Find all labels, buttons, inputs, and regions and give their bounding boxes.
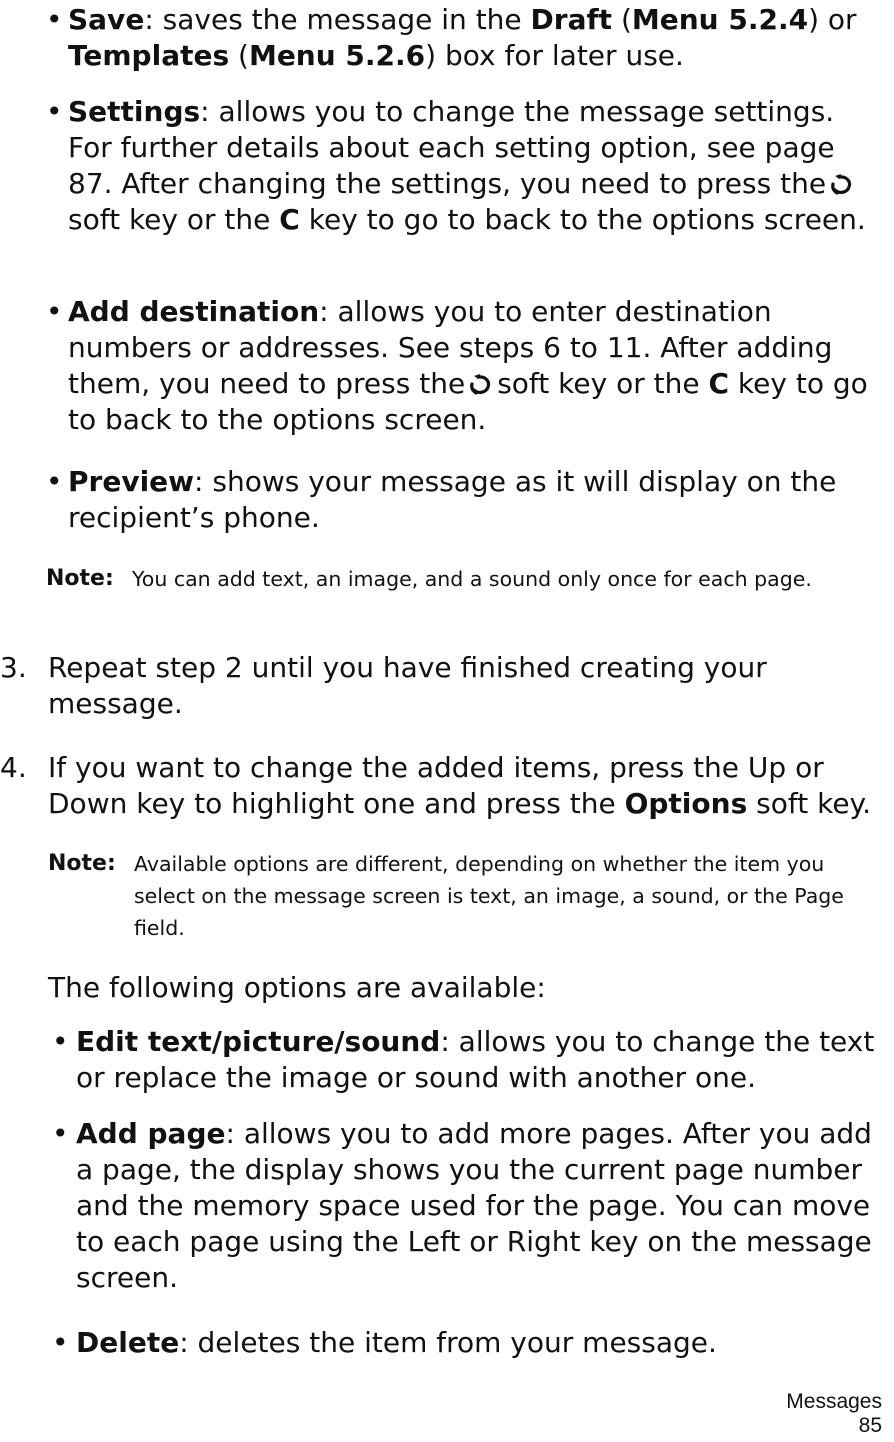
note-text: You can add text, an image, and a sound only once for each page. <box>132 567 812 591</box>
term-add-page: Add page <box>76 1117 226 1150</box>
bullet-text: Preview: shows your message as it will display on the recipient’s phone. <box>68 465 837 534</box>
bullet-edit <box>52 1024 884 1096</box>
term-edit: Edit text/picture/sound <box>76 1025 441 1058</box>
back-arrow-icon <box>828 171 854 197</box>
bullet-dot: • <box>46 95 63 128</box>
term-add-destination: Add destination <box>68 295 320 328</box>
footer-section: Messages <box>786 1390 882 1413</box>
back-arrow-icon <box>467 371 493 397</box>
step-3 <box>0 650 874 722</box>
step-number: 3. <box>0 651 27 684</box>
bullet-dot: • <box>46 3 63 36</box>
bullet-add-page <box>52 1116 884 1296</box>
step-text: If you want to change the added items, press the Up or Down key to highlight one and press the Options soft key. <box>48 751 872 820</box>
bullet-text: Save: saves the message in the Draft (Menu 5.2.4) or Templates (Menu 5.2.6) box for later use. <box>68 3 857 72</box>
bullet-dot: • <box>52 1117 69 1150</box>
bullet-dot: • <box>46 295 63 328</box>
term-save: Save <box>68 3 145 36</box>
step-text: Repeat step 2 until you have finished creating your message. <box>48 651 767 720</box>
note-label: Note: <box>48 851 116 876</box>
bullet-delete <box>52 1325 884 1361</box>
bullet-settings <box>46 94 884 238</box>
bullet-preview <box>46 464 884 536</box>
bullet-text: Add page: allows you to add more pages. After you add a page, the display shows you the current page number and the memory space used for the page. You can move to each page using the Left or Right key on the message screen. <box>76 1117 872 1294</box>
bullet-dot: • <box>52 1025 69 1058</box>
bullet-text: Add destination: allows you to enter destination numbers or addresses. See steps 6 to 11. After adding them, you need to press the soft key or the C key to go to back to the options screen. <box>68 295 868 436</box>
bullet-add-destination <box>46 294 884 438</box>
bullet-text: Edit text/picture/sound: allows you to change the text or replace the image or sound with another one. <box>76 1025 875 1094</box>
options-intro: The following options are available: <box>48 971 546 1004</box>
page-number: 85 <box>858 1414 882 1437</box>
note-label: Note: <box>46 566 114 591</box>
note-text: Available options are different, depending on whether the item you select on the message screen is text, an image, a sound, or the Page field. <box>134 852 844 940</box>
term-preview: Preview <box>68 465 195 498</box>
note-2 <box>48 848 884 944</box>
bullet-save <box>46 2 884 74</box>
bullet-text: Delete: deletes the item from your message. <box>76 1326 717 1359</box>
bullet-dot: • <box>52 1326 69 1359</box>
bullet-dot: • <box>46 465 63 498</box>
page-footer <box>786 1390 882 1438</box>
note-1 <box>46 563 884 595</box>
bullet-text: Settings: allows you to change the message settings. For further details about each setting option, see page 87. After changing the settings, you need to press thesoft key or the C key to go to back to the options screen. <box>68 95 866 236</box>
term-settings: Settings <box>68 95 201 128</box>
step-number: 4. <box>0 751 27 784</box>
term-delete: Delete <box>76 1326 180 1359</box>
step-4 <box>0 750 874 822</box>
